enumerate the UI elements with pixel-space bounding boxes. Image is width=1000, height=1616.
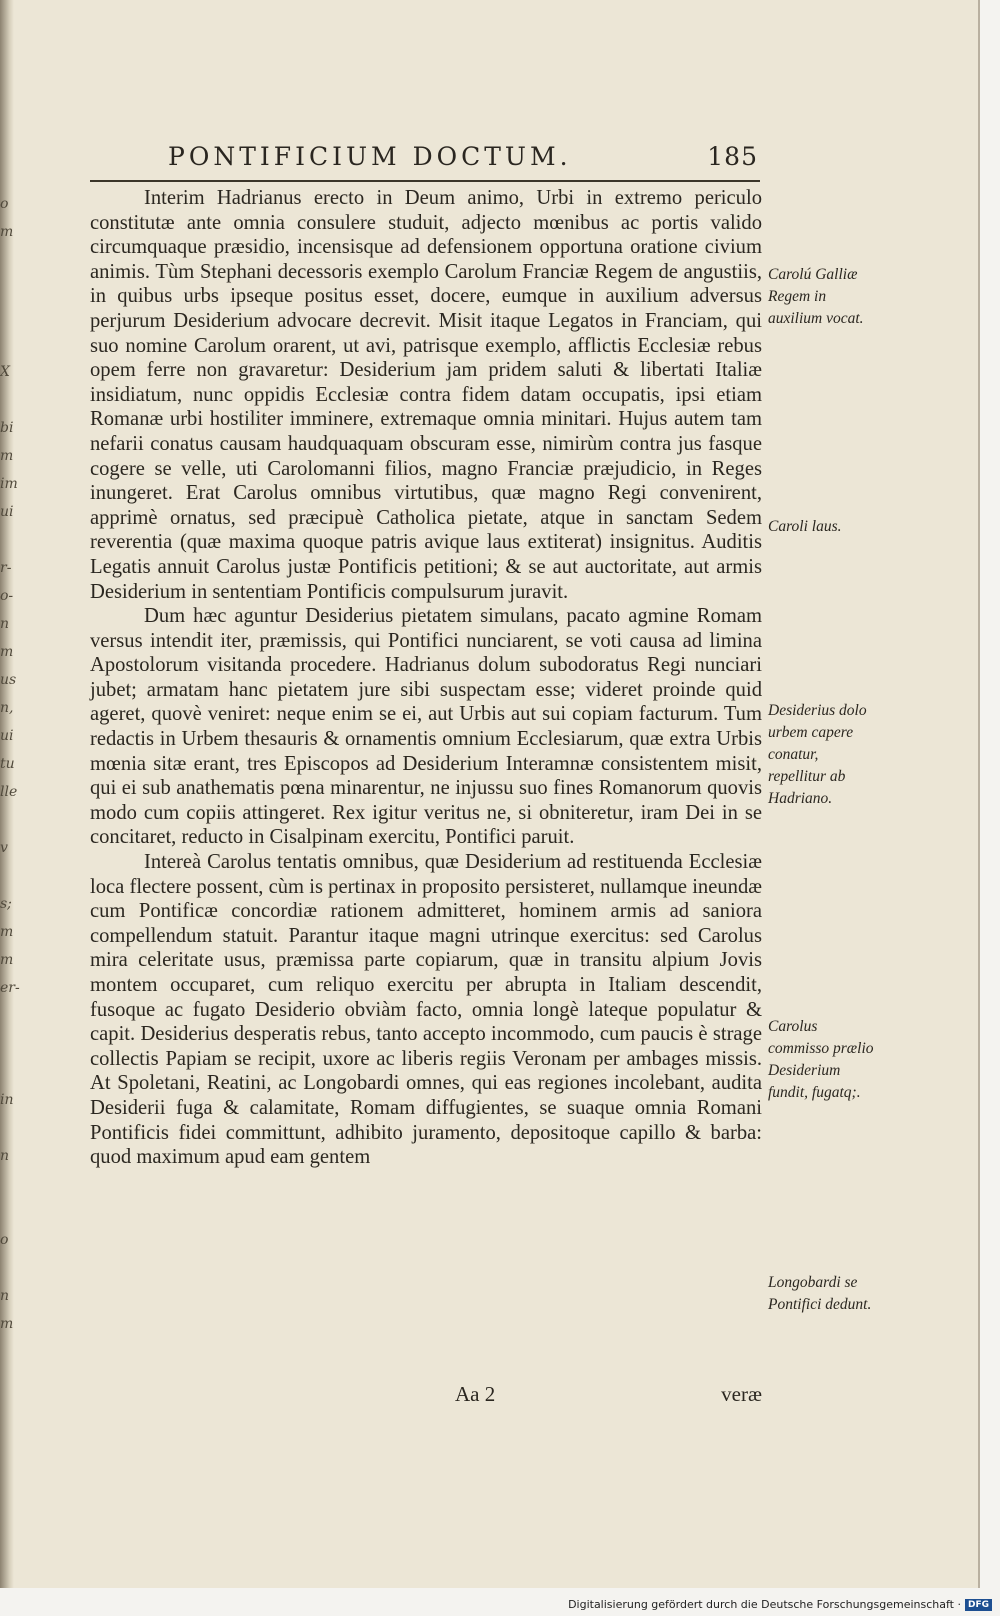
edge-fragment: o xyxy=(0,1232,9,1248)
edge-fragment: ui xyxy=(0,504,14,520)
edge-fragment: r- xyxy=(0,560,12,576)
paragraph: Dum hæc aguntur Desiderius pietatem simulans, pacato agmine Romam versus intendit iter, præmissis, qui Pontifici nunciarent, se voti causa ad limina Apostolorum visitanda procedere. Hadrianus dolum subodoratus Regi nunciari jubet; armatam hanc pietatem jure sibi suspectam esse; videret proinde quid ageret, quovè veniret: neque enim se ei, aut Urbis aut sui copiam facturum. Tum redactis in Urbem thesauris & ornamentis omnium Ecclesiarum, quæ extra Urbis mœnia sitæ erant, tres Episcopos ad Desiderium Interamnæ consistentem misit, qui ei sub anathematis pœna minarentur, ne injussu suo fines Romanorum quovis modo cum copiis attingeret. Rex igitur veritus ne, si obniteretur, iram Dei in se concitaret, reducto in Cisalpinam exercitu, Pontifici paruit. xyxy=(90,605,762,849)
edge-fragment: v xyxy=(0,840,8,856)
edge-fragment: m xyxy=(0,224,14,240)
edge-fragment: m xyxy=(0,1316,14,1332)
margin-note: Caroli laus. xyxy=(768,518,842,535)
running-header xyxy=(168,142,758,171)
edge-fragment xyxy=(0,274,14,302)
edge-fragment: n xyxy=(0,1148,10,1164)
edge-fragment: bi xyxy=(0,420,14,436)
edge-fragment xyxy=(0,246,14,274)
edge-fragment: X xyxy=(0,364,10,380)
edge-fragment: n xyxy=(0,1288,10,1304)
paragraph: Interim Hadrianus erecto in Deum animo, Urbi in extremo periculo constitutæ ante omnia consulere studuit, adjecto mœnibus ac portis valido circumquaque præsidio, incensisque ad defensionem opportuna oratione civium animis. Tùm Stephani decessoris exemplo Carolum Franciæ Regem de angustiis, in quibus urbs ipseque positus esset, docere, eumque in auxilium adversus perjurum Desiderium advocare decrevit. Misit itaque Legatos in Franciam, qui suo nomine Carolum orarent, ut avi, patrisque exemplo, afflictis Ecclesiæ rebus opem ferre non gravaretur: Desiderium jam pridem saluti & libertati Italiæ insidiatum, nunc oppidis Ecclesiæ contra fidem datam occupatis, ipsi etiam Romanæ urbi hostiliter imminere, extremaque omnia minitari. Hujus autem tam nefarii conatus causam haudquaquam obscuram esse, nimirùm contra jus fasque cogere se velle, uti Carolomanni filios, magno Franciæ præjudicio, in Reges inungeret. Erat Carolus omnibus virtutibus, quæ magno Regi convenirent, apprimè ornatus, sed præcipuè Catholica pietate, atque in sanctam Sedem reverentia (quæ maxima quoque patris avique laus extiterat) insignitus. Auditis Legatis annuit Carolus justæ Pontificis petitioni; & se aut auctoritate, aut armis Desiderium in sententiam Pontificis compulsurum juravit. xyxy=(90,187,762,603)
edge-fragment xyxy=(0,1170,14,1198)
edge-fragment xyxy=(0,806,14,834)
facing-page-edge-text xyxy=(0,190,20,1338)
edge-fragment: m xyxy=(0,924,14,940)
edge-fragment xyxy=(0,526,14,554)
margin-note: Desiderius dolo urbem capere conatur, repellitur ab Hadriano. xyxy=(768,702,867,807)
header-rule xyxy=(90,180,760,182)
page-number: 185 xyxy=(707,142,758,171)
edge-fragment: ui xyxy=(0,728,14,744)
edge-fragment: n xyxy=(0,616,10,632)
edge-fragment: lle xyxy=(0,784,18,800)
paragraph: Intereà Carolus tentatis omnibus, quæ Desiderium ad restituenda Ecclesiæ loca flectere possent, cùm is pertinax in proposito persisteret, nullamque ineundæ cum Pontificæ concordiæ rationem admitteret, hominem armis ad saniora compellendum statuit. Parantur itaque magni utrinque exercitus: sed Carolus mira celeritate usus, præmissa parte copiarum, quæ in transitu alpium Jovis montem occuparet, cum reliquo exercitu per abrupta in Italiam descendit, fusoque ac fugato Desiderio obviàm facto, omnia longè lateque populatur & capit. Desiderius desperatis rebus, tanto accepto incommodo, cum paucis è strage collectis Papiam se recipit, uxore ac liberis regiis Veronam per ambages missis. At Spoletani, Reatini, ac Longobardi omnes, qui eas regiones incolebant, audita Desiderii fuga & calamitate, Romam diffugientes, se suaque omnia Romani Pontificis fidei committunt, adhibito juramento, depositoque capillo & barba: quod maximum apud eam gentem xyxy=(90,851,762,1169)
margin-note: Carolú Galliæ Regem in auxilium vocat. xyxy=(768,266,864,327)
edge-fragment xyxy=(0,330,14,358)
edge-fragment: m xyxy=(0,448,14,464)
edge-fragment xyxy=(0,386,14,414)
edge-fragment xyxy=(0,1058,14,1086)
catchword: veræ xyxy=(721,1382,762,1406)
margin-note: Longobardi se Pontifici dedunt. xyxy=(768,1274,872,1313)
edge-fragment: o xyxy=(0,196,9,212)
edge-fragment: n, xyxy=(0,700,14,716)
edge-fragment: er- xyxy=(0,980,20,996)
credit-text: Digitalisierung gefördert durch die Deutsche Forschungsgemeinschaft · xyxy=(568,1598,961,1611)
edge-fragment xyxy=(0,1198,14,1226)
edge-fragment xyxy=(0,1030,14,1058)
edge-fragment: m xyxy=(0,952,14,968)
edge-fragment: im xyxy=(0,476,18,492)
edge-fragment: s; xyxy=(0,896,12,912)
edge-fragment: us xyxy=(0,672,17,688)
margin-note: Carolus commisso prælio Desiderium fundit, fugatq;. xyxy=(768,1018,874,1101)
edge-fragment: o- xyxy=(0,588,14,604)
edge-fragment: tu xyxy=(0,756,15,772)
edge-fragment: in xyxy=(0,1092,14,1108)
signature-mark: Aa 2 xyxy=(455,1382,496,1406)
edge-fragment: m xyxy=(0,644,14,660)
edge-fragment xyxy=(0,1002,14,1030)
main-text xyxy=(90,186,762,1170)
edge-fragment xyxy=(0,862,14,890)
dfg-logo: DFG xyxy=(965,1599,992,1611)
edge-fragment xyxy=(0,1254,14,1282)
edge-fragment xyxy=(0,302,14,330)
digitization-credit xyxy=(568,1598,992,1611)
running-title: PONTIFICIUM DOCTUM. xyxy=(168,142,572,171)
edge-fragment xyxy=(0,1114,14,1142)
